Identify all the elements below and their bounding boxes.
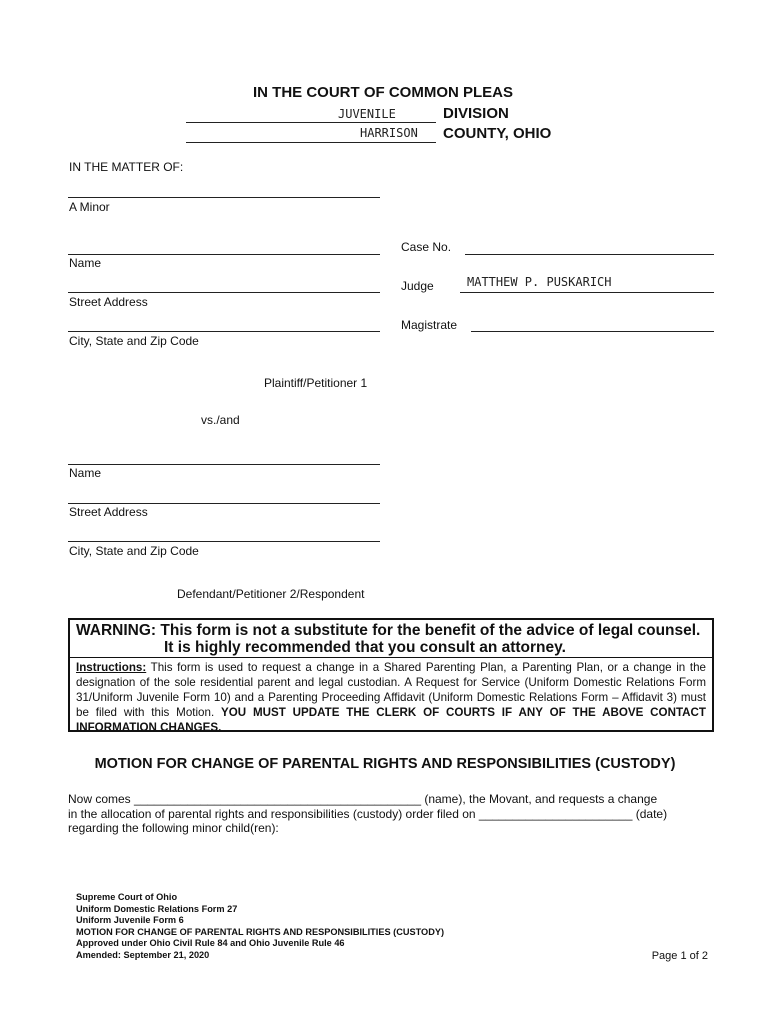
county-label: COUNTY, OHIO	[443, 125, 552, 142]
motion-line-2[interactable]: in the allocation of parental rights and responsibilities (custody) order filed on _______________________ (date)	[68, 806, 668, 821]
motion-line-3: regarding the following minor child(ren):	[68, 821, 279, 835]
footer-line-3: Uniform Juvenile Form 6	[76, 915, 184, 926]
court-title: IN THE COURT OF COMMON PLEAS	[253, 84, 513, 101]
division-field-line	[186, 122, 436, 123]
county-field-line	[186, 142, 436, 143]
judge-label: Judge	[401, 279, 434, 293]
defendant-city-line[interactable]	[68, 541, 380, 542]
magistrate-label: Magistrate	[401, 318, 458, 332]
plaintiff-city-line[interactable]	[68, 331, 380, 332]
defendant-name-line[interactable]	[68, 464, 380, 465]
instructions-text	[76, 660, 706, 735]
case-no-field[interactable]	[465, 254, 714, 255]
motion-body	[68, 792, 710, 836]
minor-label: A Minor	[69, 200, 110, 214]
defendant-name-label: Name	[69, 466, 102, 480]
defendant-street-line[interactable]	[68, 503, 380, 504]
division-label: DIVISION	[443, 105, 509, 122]
judge-field-line	[460, 292, 714, 293]
county-field[interactable]: HARRISON	[360, 126, 418, 140]
defendant-street-label: Street Address	[69, 505, 148, 519]
plaintiff-street-label: Street Address	[69, 295, 148, 309]
footer-line-4: MOTION FOR CHANGE OF PARENTAL RIGHTS AND RESPONSIBILITIES (CUSTODY)	[76, 926, 445, 937]
instructions-divider	[70, 657, 712, 658]
warning-box	[68, 618, 714, 732]
judge-field[interactable]: MATTHEW P. PUSKARICH	[467, 275, 612, 289]
plaintiff-street-line[interactable]	[68, 292, 380, 293]
footer-line-1: Supreme Court of Ohio	[76, 892, 178, 902]
minor-name-line[interactable]	[68, 197, 380, 198]
magistrate-field[interactable]	[471, 331, 714, 332]
footer-line-2: Uniform Domestic Relations Form 27	[76, 903, 238, 914]
motion-line-1[interactable]: Now comes ___________________________________________ (name), the Movant, and requests a change	[68, 792, 658, 806]
division-field[interactable]: JUVENILE	[338, 107, 396, 121]
motion-title: MOTION FOR CHANGE OF PARENTAL RIGHTS AND RESPONSIBILITIES (CUSTODY)	[94, 756, 676, 772]
warning-line-1: WARNING: This form is not a substitute for the benefit of the advice of legal counsel.	[76, 622, 701, 639]
instructions-update-notice: YOU MUST UPDATE THE CLERK OF COURTS IF ANY OF THE ABOVE CONTACT INFORMATION CHANGES.	[76, 706, 706, 734]
defendant-city-label: City, State and Zip Code	[69, 544, 199, 558]
warning-line-2: It is highly recommended that you consult an attorney.	[164, 639, 566, 656]
instructions-body: This form is used to request a change in a Shared Parenting Plan, a Parenting Plan, or a change in the designation of the sole residential parent and legal custodian. A Request for Service (Uniform Domestic Relations Form 31/Uniform Juvenile Form 10) and a Parenting Proceeding Affidavit (Uniform Domestic Relations Form – Affidavit 3) must be filed with this Motion.	[76, 661, 706, 719]
plaintiff-role-label: Plaintiff/Petitioner 1	[264, 376, 368, 390]
plaintiff-name-line[interactable]	[68, 254, 380, 255]
page-number: Page 1 of 2	[651, 950, 708, 962]
case-no-label: Case No.	[401, 240, 452, 254]
versus-label: vs./and	[201, 413, 240, 427]
plaintiff-city-label: City, State and Zip Code	[69, 334, 199, 348]
instructions-label: Instructions:	[76, 661, 147, 674]
defendant-role-label: Defendant/Petitioner 2/Respondent	[177, 587, 365, 601]
footer-line-5: Approved under Ohio Civil Rule 84 and Ohio Juvenile Rule 46	[76, 938, 345, 949]
form-footer	[76, 892, 444, 962]
plaintiff-name-label: Name	[69, 256, 102, 270]
matter-label: IN THE MATTER OF:	[69, 160, 184, 174]
footer-line-6: Amended: September 21, 2020	[76, 949, 210, 960]
